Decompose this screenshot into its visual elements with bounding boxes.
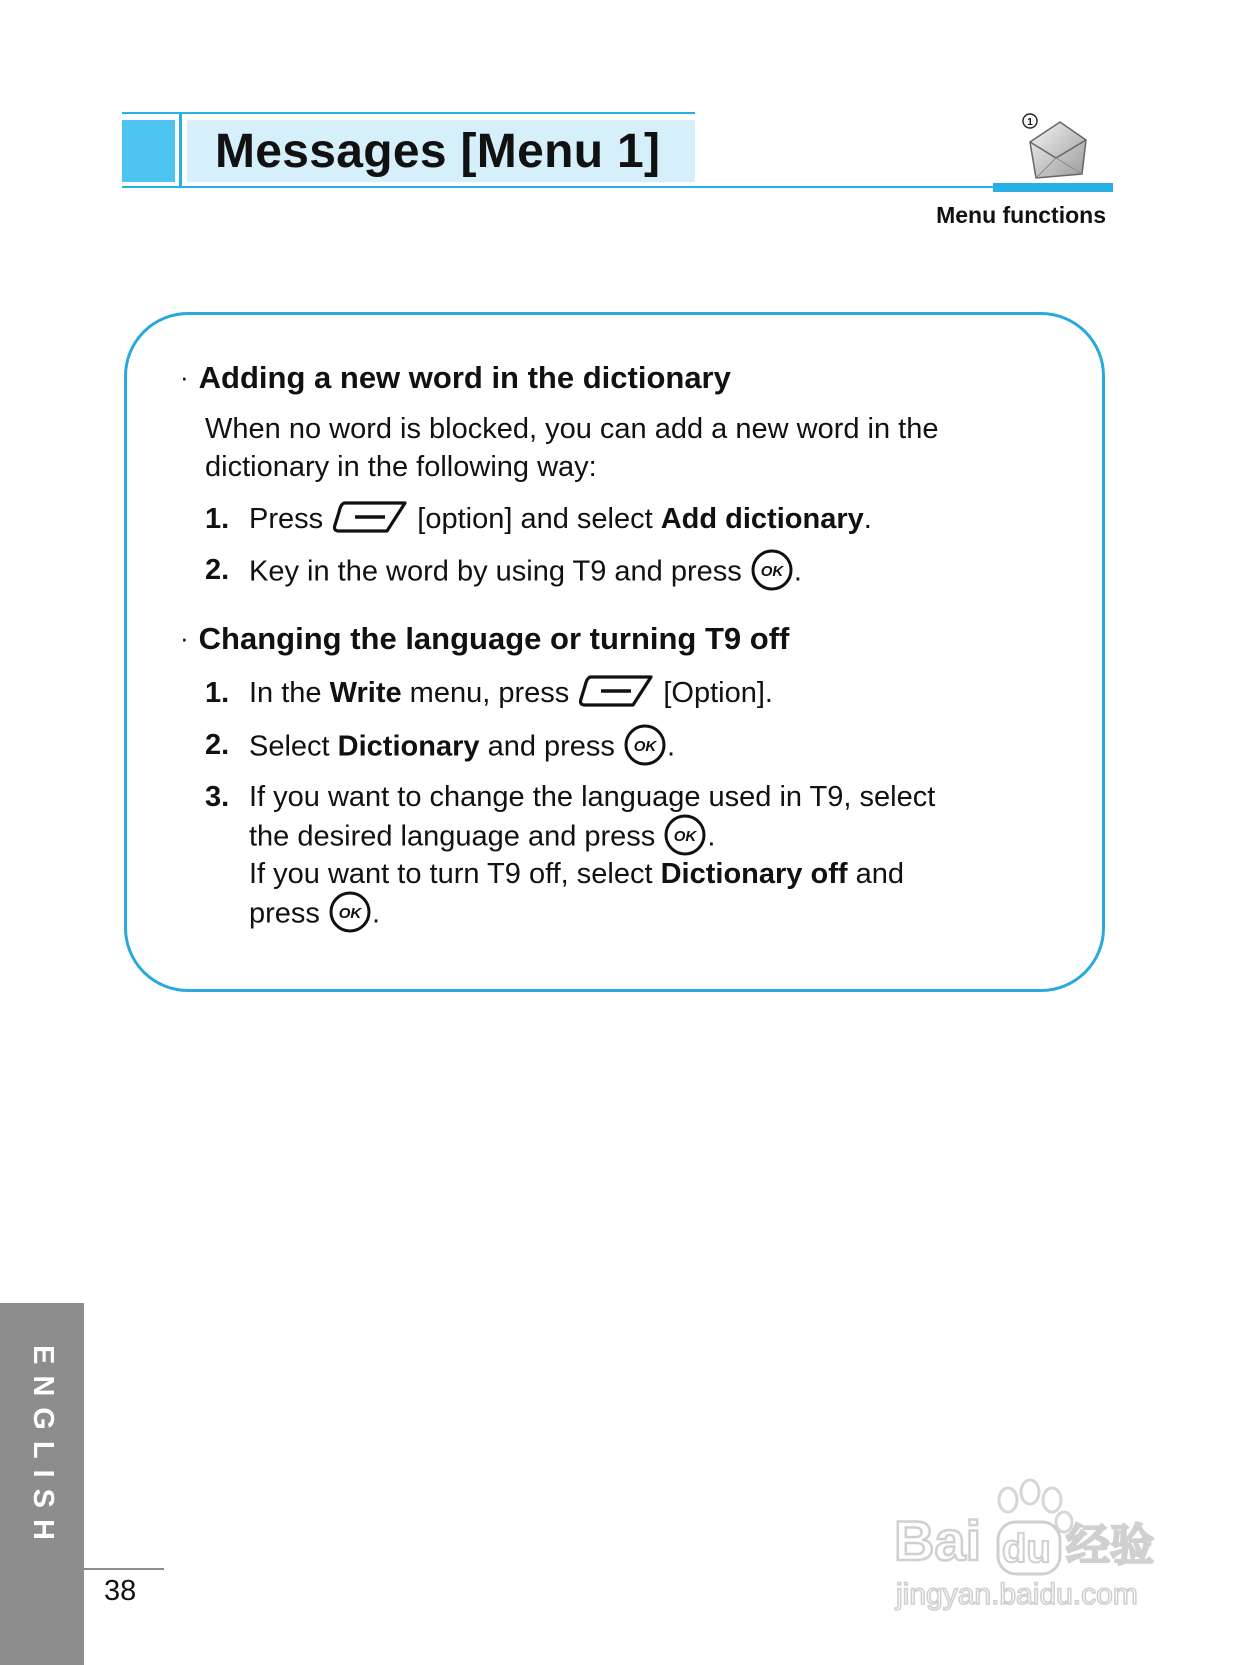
ok-key-icon	[663, 813, 707, 857]
section-label: Menu functions	[936, 202, 1106, 228]
ok-key-icon	[328, 890, 372, 934]
step-number: 1.	[205, 677, 230, 709]
ok-key-label: OK	[338, 905, 362, 922]
step-number: 2.	[205, 554, 230, 586]
section1-intro-line2: dictionary in the following way:	[205, 451, 597, 483]
section1-intro-line1: When no word is blocked, you can add a new word in the	[205, 413, 939, 445]
ok-key-icon	[750, 548, 794, 592]
section1-heading: · Adding a new word in the dictionary	[180, 360, 731, 395]
menu-number: 1	[1027, 117, 1033, 128]
watermark-brand-cn: 经验	[1066, 1520, 1154, 1571]
section2-step3-line2: the desired language and press OK .	[249, 816, 715, 860]
step-number: 2.	[205, 729, 230, 761]
header-divider	[179, 112, 182, 186]
page-number-rule	[84, 1568, 164, 1570]
watermark-brand-left: Bai	[894, 1509, 982, 1572]
header-top-rule	[122, 112, 695, 114]
ok-key-icon	[623, 723, 667, 767]
left-soft-key-icon	[331, 498, 409, 536]
baidu-watermark-logo	[890, 1472, 1190, 1622]
section2-step3-line3: If you want to turn T9 off, select Dictionary off and	[249, 858, 904, 890]
ok-key-label: OK	[760, 563, 784, 580]
section2-step2: Select Dictionary and press OK .	[249, 726, 675, 770]
left-soft-key-icon	[577, 672, 655, 710]
section1-step1: Press [option] and select Add dictionary.	[249, 500, 872, 539]
section2-step1: In the Write menu, press [Option].	[249, 674, 773, 713]
section2-heading: · Changing the language or turning T9 off	[180, 621, 790, 656]
page-number: 38	[104, 1575, 137, 1607]
step-number: 1.	[205, 503, 230, 535]
page-title: Messages [Menu 1]	[215, 125, 661, 178]
ok-key-label: OK	[633, 738, 657, 755]
ok-key-label: OK	[674, 828, 697, 845]
header-bottom-accent	[993, 183, 1113, 192]
watermark-brand-mid: du	[1002, 1527, 1051, 1571]
language-tab-label: ENGLISH	[27, 1345, 59, 1551]
section1-step2: Key in the word by using T9 and press OK .	[249, 551, 802, 595]
header-accent-block	[122, 120, 175, 182]
header-bottom-rule	[122, 186, 1113, 188]
envelope-icon	[1022, 112, 1092, 182]
section2-step3-line4: press OK .	[249, 893, 380, 937]
step-number: 3.	[205, 781, 230, 813]
watermark-url: jingyan.baidu.com	[896, 1578, 1138, 1611]
section2-step3-line1: If you want to change the language used in T9, select	[249, 781, 936, 813]
